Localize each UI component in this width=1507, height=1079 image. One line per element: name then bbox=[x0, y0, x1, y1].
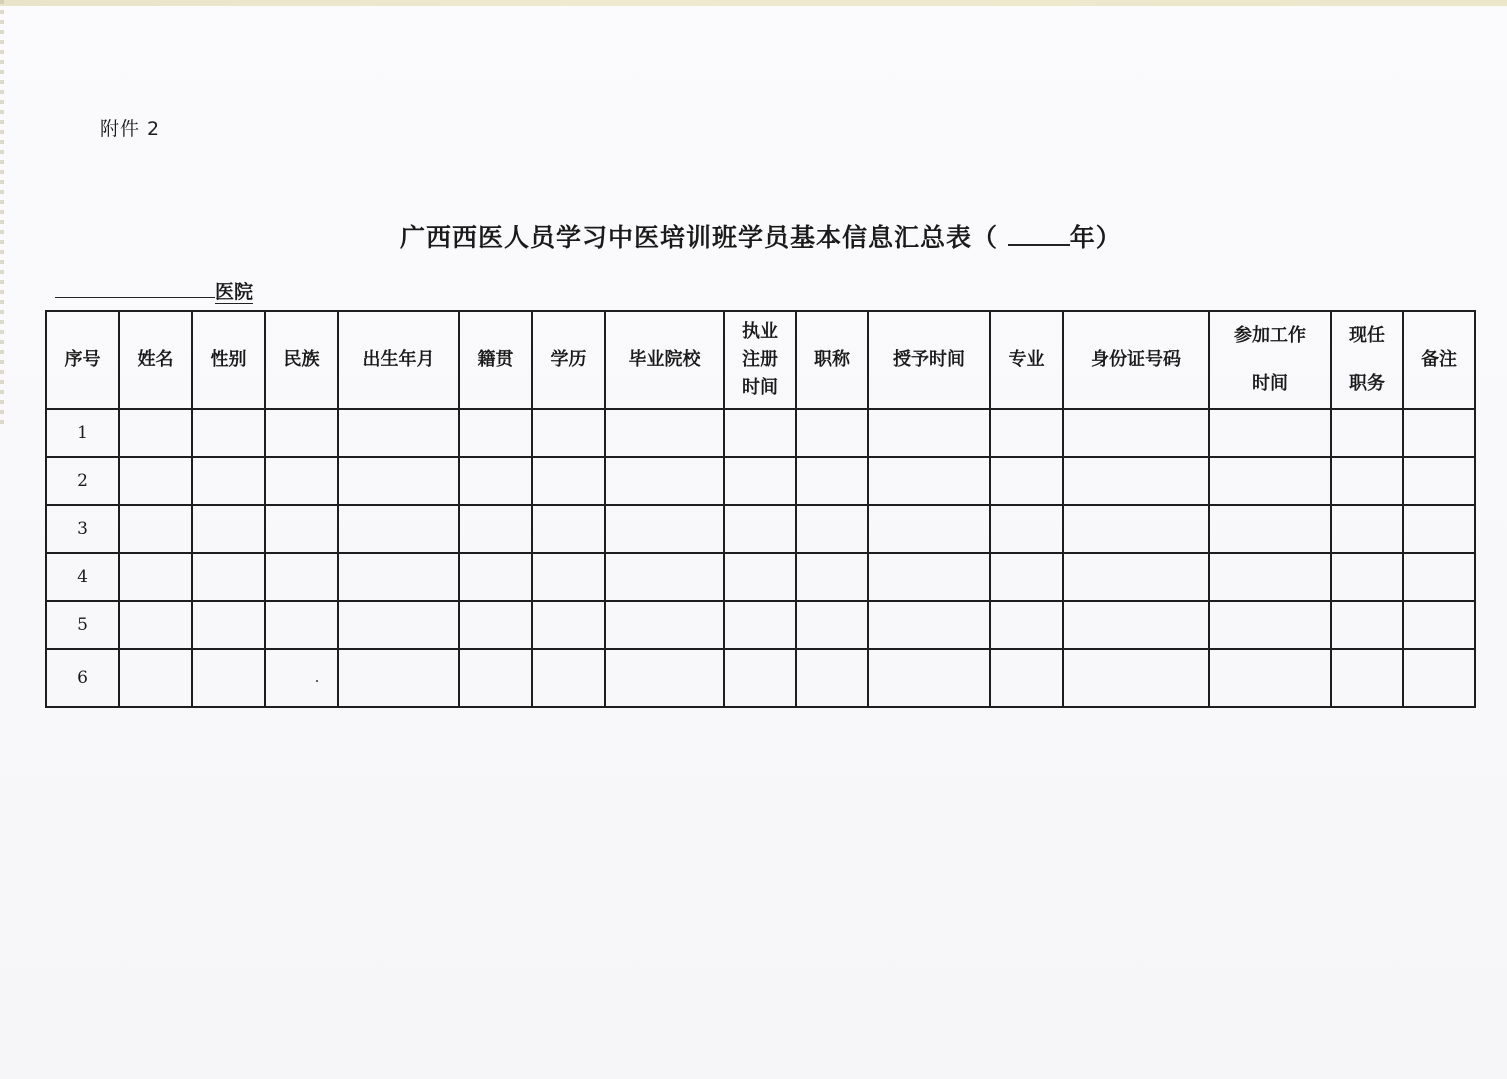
empty-cell bbox=[990, 601, 1063, 649]
title-prefix: 广西西医人员学习中医培训班学员基本信息汇总表（ bbox=[400, 223, 1008, 252]
empty-cell bbox=[459, 553, 532, 601]
empty-cell bbox=[605, 505, 724, 553]
empty-cell bbox=[1063, 649, 1209, 707]
column-header-text: 出生年月 bbox=[362, 349, 435, 370]
empty-cell bbox=[532, 553, 605, 601]
column-header bbox=[605, 311, 724, 409]
table-row bbox=[46, 601, 1475, 649]
empty-cell bbox=[796, 409, 868, 457]
column-header bbox=[46, 311, 119, 409]
empty-cell bbox=[1063, 601, 1209, 649]
attachment-label: 附件 2 bbox=[100, 118, 161, 140]
table-row bbox=[46, 553, 1475, 601]
row-number-cell: 1 bbox=[46, 409, 119, 457]
column-header-text: 毕业院校 bbox=[628, 349, 701, 370]
header-row bbox=[46, 311, 1475, 409]
empty-cell bbox=[1209, 505, 1331, 553]
empty-cell bbox=[119, 649, 192, 707]
empty-cell bbox=[338, 457, 459, 505]
empty-cell bbox=[1331, 409, 1403, 457]
column-header-text: 身份证号码 bbox=[1091, 349, 1181, 370]
column-header-text: 备注 bbox=[1421, 349, 1457, 370]
empty-cell bbox=[1063, 553, 1209, 601]
empty-cell bbox=[990, 457, 1063, 505]
column-header-text: 现任 bbox=[1349, 325, 1385, 346]
empty-cell bbox=[796, 505, 868, 553]
empty-cell bbox=[1331, 553, 1403, 601]
column-header bbox=[119, 311, 192, 409]
stray-mark bbox=[316, 680, 318, 682]
empty-cell bbox=[459, 457, 532, 505]
empty-cell bbox=[532, 601, 605, 649]
column-header bbox=[990, 311, 1063, 409]
empty-cell bbox=[724, 649, 796, 707]
column-header-text: 职称 bbox=[814, 349, 850, 370]
row-number-cell: 6 bbox=[46, 649, 119, 707]
empty-cell bbox=[459, 409, 532, 457]
row-number-cell: 3 bbox=[46, 505, 119, 553]
table-row bbox=[46, 505, 1475, 553]
column-header bbox=[1331, 311, 1403, 409]
table-body bbox=[46, 409, 1475, 707]
empty-cell bbox=[532, 505, 605, 553]
empty-cell bbox=[265, 409, 338, 457]
empty-cell bbox=[192, 457, 265, 505]
empty-cell bbox=[192, 649, 265, 707]
column-header-text: 学历 bbox=[550, 349, 587, 370]
empty-cell bbox=[724, 457, 796, 505]
document-title bbox=[400, 218, 1122, 254]
empty-cell bbox=[868, 601, 990, 649]
column-header bbox=[265, 311, 338, 409]
table-row bbox=[46, 649, 1475, 707]
empty-cell bbox=[868, 409, 990, 457]
empty-cell bbox=[724, 553, 796, 601]
binding-edge bbox=[0, 0, 4, 430]
row-number-cell: 2 bbox=[46, 457, 119, 505]
table-row bbox=[46, 457, 1475, 505]
column-header bbox=[1209, 311, 1331, 409]
empty-cell bbox=[724, 601, 796, 649]
empty-cell bbox=[1403, 553, 1475, 601]
empty-cell bbox=[459, 649, 532, 707]
column-header bbox=[796, 311, 868, 409]
column-header bbox=[532, 311, 605, 409]
paper-edge bbox=[0, 0, 1507, 6]
hospital-label: 医院 bbox=[215, 281, 254, 303]
empty-cell bbox=[119, 409, 192, 457]
empty-cell bbox=[338, 601, 459, 649]
empty-cell bbox=[1063, 409, 1209, 457]
hospital-blank bbox=[55, 277, 215, 298]
column-header bbox=[1403, 311, 1475, 409]
empty-cell bbox=[796, 553, 868, 601]
empty-cell bbox=[1209, 601, 1331, 649]
empty-cell bbox=[338, 409, 459, 457]
table-row bbox=[46, 409, 1475, 457]
empty-cell bbox=[868, 457, 990, 505]
empty-cell bbox=[868, 505, 990, 553]
title-suffix: 年） bbox=[1069, 223, 1122, 252]
column-header-text: 序号 bbox=[64, 349, 101, 370]
empty-cell bbox=[532, 409, 605, 457]
empty-cell bbox=[265, 553, 338, 601]
column-header-text: 性别 bbox=[210, 349, 247, 370]
empty-cell bbox=[990, 649, 1063, 707]
row-number-cell: 5 bbox=[46, 601, 119, 649]
column-header bbox=[868, 311, 990, 409]
empty-cell bbox=[605, 649, 724, 707]
empty-cell bbox=[796, 457, 868, 505]
empty-cell bbox=[338, 553, 459, 601]
empty-cell bbox=[1209, 409, 1331, 457]
empty-cell bbox=[990, 505, 1063, 553]
empty-cell bbox=[724, 505, 796, 553]
empty-cell bbox=[119, 505, 192, 553]
roster-table bbox=[45, 310, 1476, 708]
empty-cell bbox=[1209, 457, 1331, 505]
empty-cell bbox=[868, 649, 990, 707]
empty-cell bbox=[1063, 505, 1209, 553]
empty-cell bbox=[1331, 649, 1403, 707]
empty-cell bbox=[265, 505, 338, 553]
column-header bbox=[192, 311, 265, 409]
empty-cell bbox=[1403, 601, 1475, 649]
column-header-text: 专业 bbox=[1008, 349, 1045, 370]
empty-cell bbox=[1063, 457, 1209, 505]
empty-cell bbox=[1331, 601, 1403, 649]
empty-cell bbox=[532, 457, 605, 505]
empty-cell bbox=[265, 649, 338, 707]
empty-cell bbox=[338, 505, 459, 553]
empty-cell bbox=[990, 553, 1063, 601]
column-header-text: 时间 bbox=[742, 377, 778, 398]
empty-cell bbox=[1331, 457, 1403, 505]
empty-cell bbox=[724, 409, 796, 457]
row-number-cell: 4 bbox=[46, 553, 119, 601]
hospital-line bbox=[55, 277, 253, 304]
empty-cell bbox=[605, 409, 724, 457]
empty-cell bbox=[192, 553, 265, 601]
column-header bbox=[338, 311, 459, 409]
empty-cell bbox=[605, 601, 724, 649]
empty-cell bbox=[1403, 649, 1475, 707]
empty-cell bbox=[532, 649, 605, 707]
empty-cell bbox=[119, 457, 192, 505]
empty-cell bbox=[192, 409, 265, 457]
empty-cell bbox=[192, 505, 265, 553]
empty-cell bbox=[796, 649, 868, 707]
empty-cell bbox=[1403, 457, 1475, 505]
empty-cell bbox=[459, 601, 532, 649]
column-header bbox=[724, 311, 796, 409]
empty-cell bbox=[265, 457, 338, 505]
empty-cell bbox=[1209, 649, 1331, 707]
empty-cell bbox=[605, 457, 724, 505]
empty-cell bbox=[119, 601, 192, 649]
empty-cell bbox=[796, 601, 868, 649]
empty-cell bbox=[265, 601, 338, 649]
empty-cell bbox=[1209, 553, 1331, 601]
column-header bbox=[459, 311, 532, 409]
empty-cell bbox=[119, 553, 192, 601]
column-header-text: 注册 bbox=[742, 349, 778, 370]
empty-cell bbox=[605, 553, 724, 601]
empty-cell bbox=[1331, 505, 1403, 553]
column-header-text: 职务 bbox=[1349, 373, 1385, 394]
column-header-text: 授予时间 bbox=[893, 349, 965, 370]
column-header-text: 姓名 bbox=[137, 349, 174, 370]
column-header-text: 籍贯 bbox=[477, 349, 514, 370]
column-header-text: 参加工作 bbox=[1234, 325, 1306, 346]
empty-cell bbox=[990, 409, 1063, 457]
empty-cell bbox=[459, 505, 532, 553]
year-blank bbox=[1008, 222, 1070, 246]
empty-cell bbox=[338, 649, 459, 707]
empty-cell bbox=[192, 601, 265, 649]
column-header-text: 民族 bbox=[283, 349, 320, 370]
column-header bbox=[1063, 311, 1209, 409]
column-header-text: 执业 bbox=[742, 321, 778, 342]
empty-cell bbox=[1403, 409, 1475, 457]
empty-cell bbox=[868, 553, 990, 601]
column-header-text: 时间 bbox=[1252, 373, 1288, 394]
empty-cell bbox=[1403, 505, 1475, 553]
